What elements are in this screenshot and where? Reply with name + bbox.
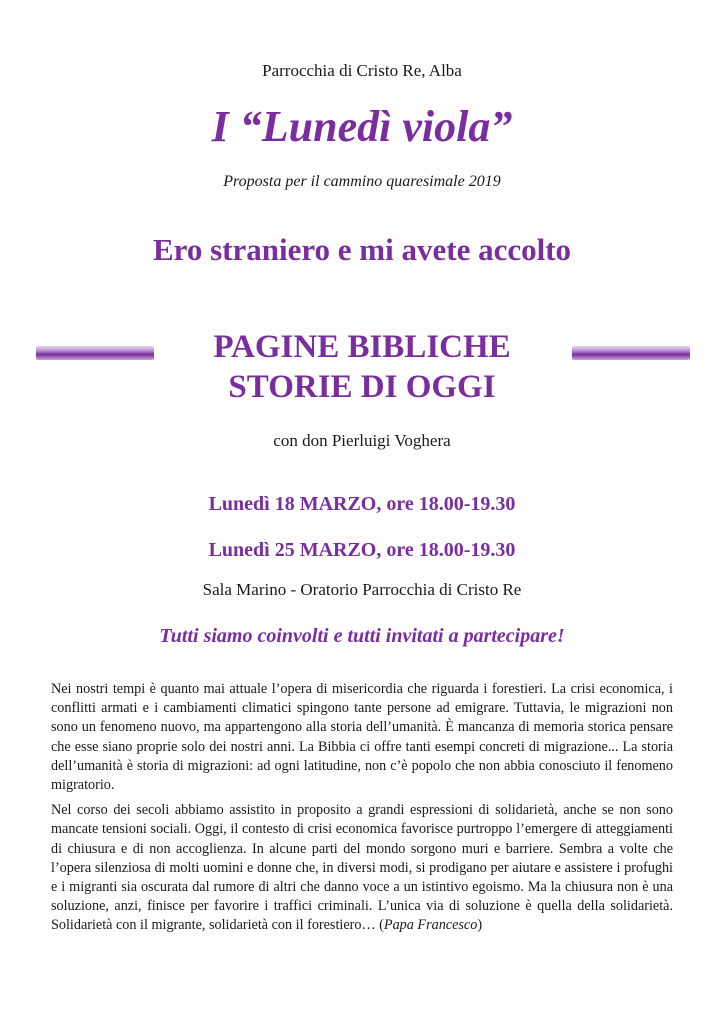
event-date-1: Lunedì 18 MARZO, ore 18.00-19.30 [208,493,516,515]
body-paragraph-2 [51,801,673,935]
body-text [51,680,673,942]
event-heading-line1: PAGINE BIBLICHE [213,329,511,365]
speaker-line: con don Pierluigi Voghera [273,431,451,450]
invitation-line: Tutti siamo coinvolti e tutti invitati a partecipare! [159,625,565,647]
theme-heading: Ero straniero e mi avete accolto [152,232,572,267]
attribution-close: ) [477,917,483,934]
flyer-title: I “Lunedì viola” [211,102,513,151]
body-paragraph-1: Nei nostri tempi è quanto mai attuale l’opera di misericordia che riguarda i forestieri. La crisi economica, i conflitti armati e i cambiamenti climatici spingono tante persone ad emigrare. Tuttavia, le migrazioni non sono un fenomeno nuovo, ma appartengono alla storia dell’umanità. È mancanza di memoria storica pensare che esse siano proprie solo dei nostri anni. La Bibbia ci offre tanti esempi concreti di migrazione... La storia dell’umanità è storia di migrazioni: ad ogni latitudine, non c’è popolo che non abbia conosciuto il fenomeno migratorio. [51,681,673,794]
flyer-subtitle: Proposta per il cammino quaresimale 2019 [223,173,501,190]
parish-name: Parrocchia di Cristo Re, Alba [262,61,462,80]
event-date-2: Lunedì 25 MARZO, ore 18.00-19.30 [208,539,516,561]
event-heading [0,327,724,407]
body-paragraph-2-text: Nel corso dei secoli abbiamo assistito in proposito a grandi espressioni di solidarietà, anche se non sono mancate tensioni sociali. Oggi, il contesto di crisi economica favorisce purtroppo l’emergere di atteggiamenti di chiusura e di non accoglienza. In alcune parti del mondo sorgono muri e barriere. Sembra a volte che l’opera silenziosa di molti uomini e donne che, in diversi modi, si prodigano per aiutare e assistere i profughi e i migranti sia oscurata dal rumore di altri che danno voce a un istintivo egoismo. Ma la chiusura non è una soluzione, anzi, finisce per favorire i traffici criminali. L’unica via di soluzione è quella della solidarietà. Solidarietà con il migrante, solidarietà con il forestiero… ( [51,802,673,934]
event-heading-line2: STORIE DI OGGI [228,369,496,405]
event-venue: Sala Marino - Oratorio Parrocchia di Cristo Re [202,580,522,599]
quote-attribution: Papa Francesco [383,917,478,934]
